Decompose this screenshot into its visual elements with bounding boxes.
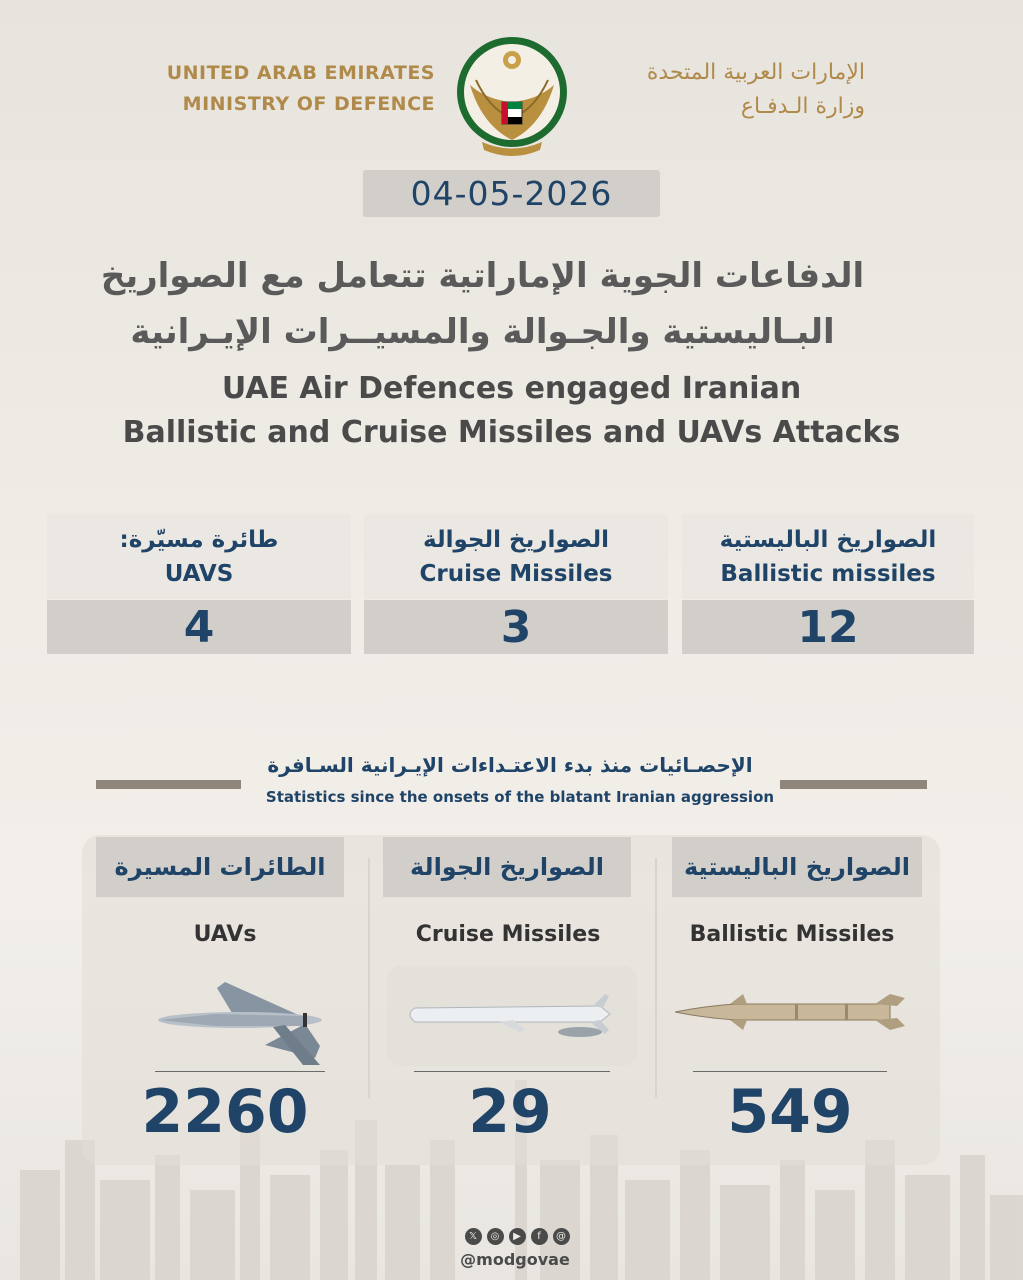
stats-title-en: Statistics since the onsets of the blatant Iranian aggression xyxy=(265,788,775,806)
stats-value-uavs: 2260 xyxy=(141,1077,309,1147)
date-badge: 04-05-2026 xyxy=(363,170,660,217)
youtube-icon[interactable]: ▶ xyxy=(509,1228,526,1245)
stats-label-cruise-ar: الصواريخ الجوالة xyxy=(383,837,631,897)
instagram-icon[interactable]: ◎ xyxy=(487,1228,504,1245)
stats-label-ballistic-ar: الصواريخ الباليستية xyxy=(672,837,922,897)
today-card-cruise-missiles xyxy=(364,514,668,654)
today-card-label xyxy=(682,514,974,599)
header-arabic xyxy=(585,56,865,124)
today-card-uavs xyxy=(47,514,351,654)
stats-label-uavs-en: UAVs xyxy=(193,922,257,947)
headline-en-line-2: Ballistic and Cruise Missiles and UAVs Attacks xyxy=(122,415,901,450)
social-handle[interactable]: @modgovae xyxy=(460,1250,570,1269)
headline-ar-line-2: البـاليستية والجـوالة والمسيــرات الإيـرانية xyxy=(130,312,835,352)
social-icons xyxy=(462,1228,572,1248)
x-icon[interactable]: 𝕏 xyxy=(465,1228,482,1245)
country-name-ar: الإمارات العربية المتحدة xyxy=(646,60,865,85)
column-divider xyxy=(655,858,657,1098)
headline-ar-line-1: الدفاعات الجوية الإماراتية تتعامل مع الصواريخ xyxy=(100,256,865,296)
today-label-en: UAVS xyxy=(164,560,234,587)
cruise-missile-icon xyxy=(405,990,615,1040)
today-value: 3 xyxy=(364,600,668,654)
ministry-name-en: MINISTRY OF DEFENCE xyxy=(182,93,435,115)
header-english xyxy=(110,58,435,120)
stats-label-uavs-ar: الطائرات المسيرة xyxy=(96,837,344,897)
today-label-en: Cruise Missiles xyxy=(419,560,613,587)
headline-arabic xyxy=(60,248,905,360)
headline-en-line-1: UAE Air Defences engaged Iranian xyxy=(221,371,802,406)
stats-value-cruise: 29 xyxy=(468,1077,552,1147)
today-label-ar: الصواريخ الباليستية xyxy=(719,526,937,553)
today-value: 4 xyxy=(47,600,351,654)
ministry-name-ar: وزارة الـدفـاع xyxy=(740,94,865,119)
today-value: 12 xyxy=(682,600,974,654)
stats-title-ar: الإحصـائيات منذ بدء الاعتـداءات الإيـرانية السـافرة xyxy=(267,753,753,777)
column-divider xyxy=(368,858,370,1098)
drone-icon xyxy=(155,980,325,1065)
today-label-ar: الصواريخ الجوالة xyxy=(423,526,609,553)
today-card-ballistic-missiles xyxy=(682,514,974,654)
stats-value-ballistic: 549 xyxy=(727,1077,853,1147)
today-label-ar: طائرة مسيّرة: xyxy=(119,526,279,553)
stats-label-ballistic-en: Ballistic Missiles xyxy=(689,922,895,947)
ballistic-missile-icon xyxy=(675,992,910,1032)
uae-falcon-emblem-icon xyxy=(452,30,572,165)
today-card-label xyxy=(364,514,668,599)
today-label-en: Ballistic missiles xyxy=(720,560,936,587)
today-card-label xyxy=(47,514,351,599)
threads-icon[interactable]: @ xyxy=(553,1228,570,1245)
stats-label-cruise-en: Cruise Missiles xyxy=(415,922,601,947)
headline-english xyxy=(60,367,963,455)
facebook-icon[interactable]: f xyxy=(531,1228,548,1245)
country-name-en: UNITED ARAB EMIRATES xyxy=(166,62,435,84)
